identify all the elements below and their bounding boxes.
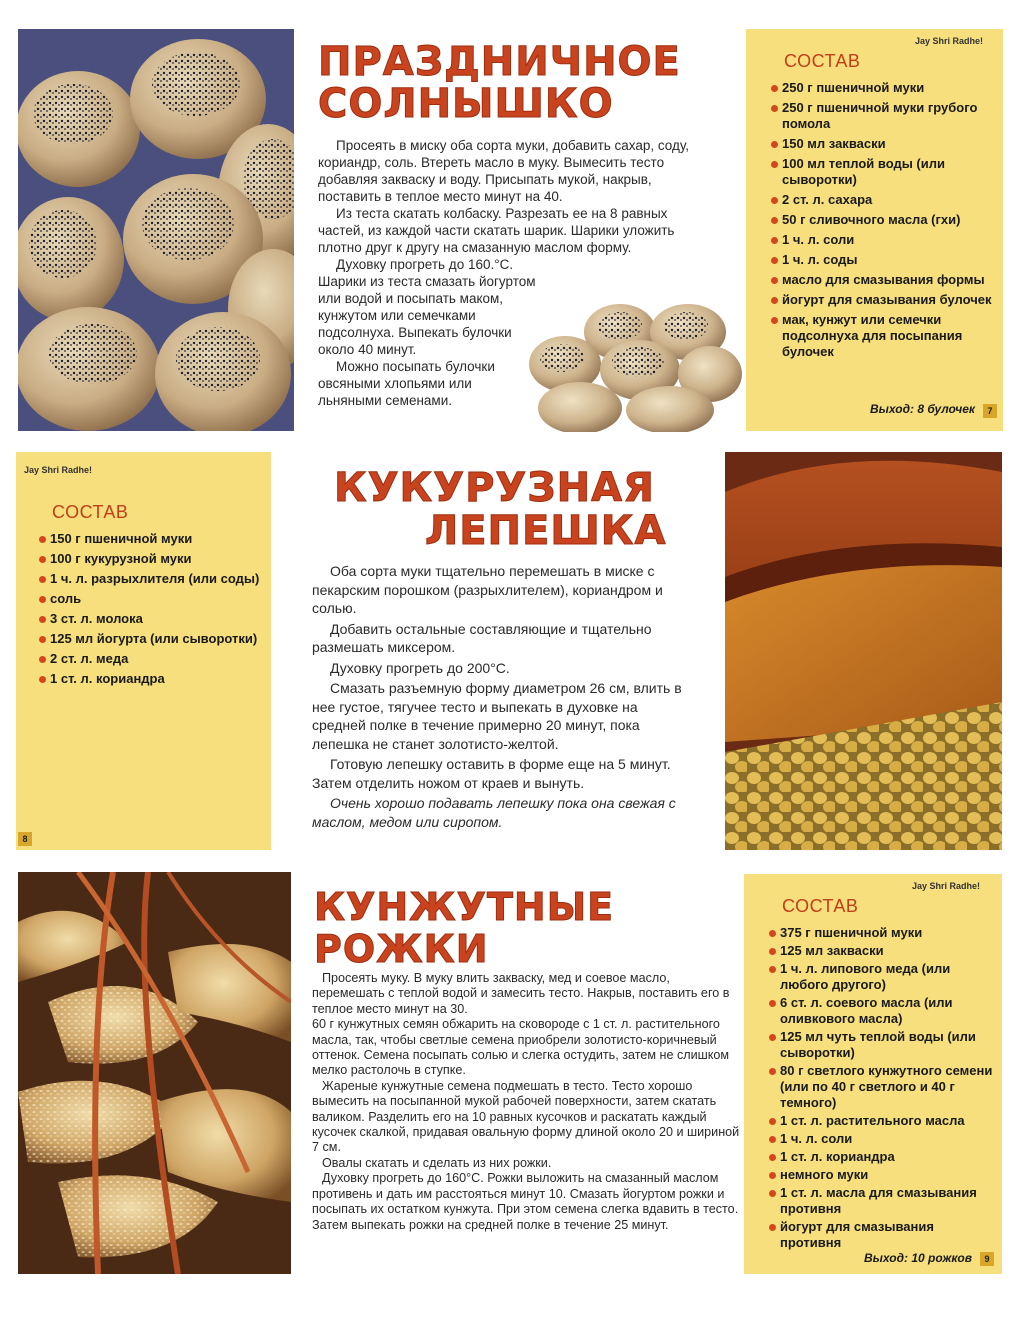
instruction-paragraph: Просеять муку. В муку влить закваску, мед и соевое масло, перемешать с теплой водой и замесить тесто. Накрыв, поставить его в теплое место минут на 30. <box>312 971 730 1016</box>
ingredient-item: соль <box>38 591 263 607</box>
yield-text: Выход: 8 булочек <box>870 402 975 416</box>
ingredients-list <box>768 925 996 1253</box>
ingredients-box <box>746 29 1003 431</box>
ingredient-item: 2 ст. л. меда <box>38 651 263 667</box>
ingredient-item: йогурт для смазывания противня <box>768 1219 996 1251</box>
instruction-paragraph: Оба сорта муки тщательно перемешать в миске с пекарским порошком (разрыхлителем), кориандром и солью. <box>312 563 663 616</box>
ingredient-item: 250 г пшеничной муки грубого помола <box>770 100 992 132</box>
ingredient-item: 375 г пшеничной муки <box>768 925 996 941</box>
credit-text: Jay Shri Radhe! <box>24 465 93 475</box>
ingredient-item: 6 ст. л. соевого масла (или оливкового масла) <box>768 995 996 1027</box>
ingredients-heading: СОСТАВ <box>782 896 859 916</box>
instruction-paragraph: Духовку прогреть до 160°С. Рожки выложить на смазанный маслом противень и дать им расстояться минут 10. Смазать йогуртом рожки и посыпать их остатком кунжута. При этом семена слегка вдавить в тесто. Затем выпекать рожки на средней полке в течение 25 минут. <box>312 1171 739 1232</box>
instruction-paragraph: Добавить остальные составляющие и тщательно размешать миксером. <box>312 620 652 655</box>
ingredient-item: 250 г пшеничной муки <box>770 80 992 96</box>
ingredient-item: 1 ч. л. соды <box>770 252 992 268</box>
page-number: 8 <box>18 832 32 846</box>
ingredient-item: 1 ч. л. соли <box>768 1131 996 1147</box>
credit-text: Jay Shri Radhe! <box>911 881 980 891</box>
ingredient-item: 1 ст. л. кориандра <box>38 671 263 687</box>
instruction-paragraph: Можно посыпать булочки овсяными хлопьями или льняными семенами. <box>318 359 495 408</box>
ingredient-item: 100 мл теплой воды (или сыворотки) <box>770 156 992 188</box>
ingredient-item: 1 ч. л. разрыхлителя (или соды) <box>38 571 263 587</box>
sesame-horns-photo <box>18 872 291 1274</box>
ingredients-box <box>744 874 1002 1274</box>
ingredient-item: 1 ст. л. кориандра <box>768 1149 996 1165</box>
recipe-instructions <box>312 562 684 831</box>
ingredient-item: 1 ч. л. липового меда (или любого другого) <box>768 961 996 993</box>
recipe-title: ЛЕПЕШКА <box>425 508 667 554</box>
ingredients-list <box>38 531 263 691</box>
ingredients-heading: СОСТАВ <box>52 502 129 522</box>
instruction-paragraph: Овалы скатать и сделать из них рожки. <box>322 1155 552 1170</box>
ingredient-item: 125 мл чуть теплой воды (или сыворотки) <box>768 1029 996 1061</box>
instruction-paragraph: Из теста скатать колбаску. Разрезать ее на 8 равных частей, из каждой части скатать шарик. Шарики уложить плотно друг к другу на смазанную маслом форму. <box>318 206 675 255</box>
serving-note: Очень хорошо подавать лепешку пока она свежая с маслом, медом или сиропом. <box>312 795 676 830</box>
instruction-paragraph: Просеять в миску оба сорта муки, добавить сахар, соду, кориандр, соль. Втереть масло в муку. Вымесить тесто добавляя закваску и воду. Присыпать мукой, накрыв, поставить в теплое место минут на 40. <box>318 138 690 204</box>
ingredients-heading: СОСТАВ <box>784 51 861 71</box>
recipe-title: ПРАЗДНИЧНОЕ <box>318 39 681 85</box>
ingredients-list <box>770 80 992 364</box>
ingredient-item: 150 мл закваски <box>770 136 992 152</box>
ingredient-item: 50 г сливочного масла (гхи) <box>770 212 992 228</box>
recipe-title: РОЖКИ <box>314 927 489 971</box>
ingredient-item: 150 г пшеничной муки <box>38 531 263 547</box>
buns-small-photo <box>520 298 742 432</box>
recipe-title: КУКУРУЗНАЯ <box>334 465 655 511</box>
ingredients-box <box>16 452 271 850</box>
page-number: 7 <box>983 404 997 418</box>
ingredient-item: 125 мл закваски <box>768 943 996 959</box>
recipe-title: КУНЖУТНЫЕ <box>314 885 615 929</box>
credit-text: Jay Shri Radhe! <box>914 36 983 46</box>
ingredient-item: 80 г светлого кунжутного семени (или по 40 г светлого и 40 г темного) <box>768 1063 996 1111</box>
instruction-paragraph: Смазать разъемную форму диаметром 26 см, влить в нее густое, тягучее тесто и выпекать в духовке на средней полке в течение примерно 20 минут, пока лепешка не станет золотисто-желтой. <box>312 680 682 752</box>
instruction-paragraph: Готовую лепешку оставить в форме еще на 5 минут. Затем отделить ножом от краев и вынуть. <box>312 756 671 791</box>
instruction-paragraph: Духовку прогреть до 200°С. <box>330 659 510 676</box>
ingredient-item: йогурт для смазывания булочек <box>770 292 992 308</box>
ingredient-item: 1 ст. л. растительного масла <box>768 1113 996 1129</box>
cornbread-photo <box>725 452 1002 850</box>
ingredient-item: мак, кунжут или семечки подсолнуха для посыпания булочек <box>770 312 992 360</box>
yield-text: Выход: 10 рожков <box>863 1251 972 1265</box>
buns-photo <box>18 29 294 431</box>
ingredient-item: 2 ст. л. сахара <box>770 192 992 208</box>
recipe-instructions <box>312 971 740 1233</box>
instruction-paragraph: Жареные кунжутные семена подмешать в тесто. Тесто хорошо вымесить на посыпанной мукой рабочей поверхности, затем скатать валиком. Разделить его на 10 равных кусочков и раскатать каждый кусочек скалкой, придавая овальную форму длиной около 20 и шириной 7 см. <box>312 1078 740 1155</box>
instruction-paragraph: 60 г кунжутных семян обжарить на сковороде с 1 ст. л. растительного масла, так, чтобы светлые семена приобрели золотисто-коричневый оттенок. Семена посыпать солью и слегка остудить, затем не слишком мелко растолочь в ступке. <box>312 1017 730 1078</box>
page-number: 9 <box>980 1252 994 1266</box>
ingredient-item: 1 ч. л. соли <box>770 232 992 248</box>
recipe-title: СОЛНЫШКО <box>318 81 614 127</box>
ingredient-item: 1 ст. л. масла для смазывания противня <box>768 1185 996 1217</box>
ingredient-item: 100 г кукурузной муки <box>38 551 263 567</box>
instruction-paragraph: Духовку прогреть до 160.°С. Шарики из теста смазать йогуртом или водой и посыпать маком, кунжутом или семечками подсолнуха. Выпекать булочки около 40 минут. <box>318 257 536 357</box>
ingredient-item: масло для смазывания формы <box>770 272 992 288</box>
ingredient-item: 3 ст. л. молока <box>38 611 263 627</box>
ingredient-item: немного муки <box>768 1167 996 1183</box>
ingredient-item: 125 мл йогурта (или сыворотки) <box>38 631 263 647</box>
